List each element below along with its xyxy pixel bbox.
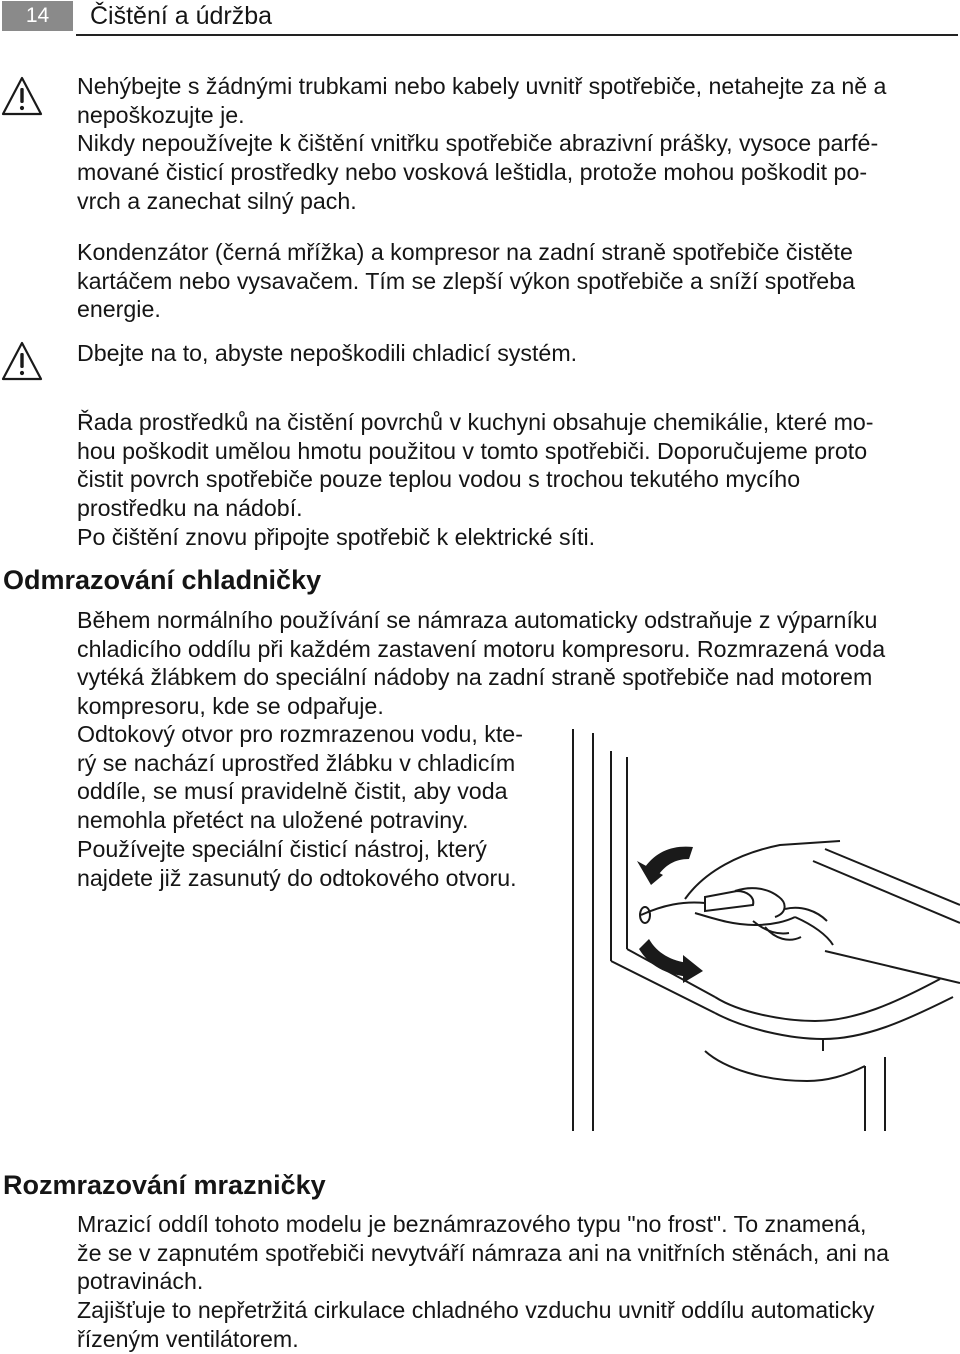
header-rule <box>76 34 958 36</box>
text-line: Během normálního používání se námraza automaticky odstraňuje z výparníku <box>77 607 878 633</box>
text-line: vrch a zanechat silný pach. <box>77 187 357 214</box>
text-line: Řada prostředků na čistění povrchů v kuchyni obsahuje chemikálie, které mo- <box>77 409 874 435</box>
warning-paragraph-pipes <box>77 72 886 216</box>
text-line: rý se nachází uprostřed žlábku v chladicím <box>77 749 516 776</box>
text-line: že se v zapnutém spotřebiči nevytváří námraza ani na vnitřních stěnách, ani na <box>77 1239 889 1266</box>
section-title: Čištění a údržba <box>90 2 273 30</box>
text-line: čistit povrch spotřebiče pouze teplou vodou s trochou tekutého mycího <box>77 466 801 493</box>
text-line: Nehýbejte s žádnými trubkami nebo kabely uvnitř spotřebiče, netahejte za ně a <box>77 73 887 99</box>
text-line: Kondenzátor (černá mřížka) a kompresor na zadní straně spotřebiče čistěte <box>77 239 853 265</box>
drain-cleaning-tool-illustration <box>565 721 960 1139</box>
text-line: řízeným ventilátorem. <box>77 1325 299 1352</box>
page-header <box>0 0 960 38</box>
fridge-defrost-paragraph <box>77 606 885 721</box>
text-line: Mrazicí oddíl tohoto modelu je beznámrazového typu "no frost". To znamená, <box>77 1211 867 1237</box>
text-line: Používejte speciální čisticí nástroj, který <box>77 835 487 862</box>
text-line: Odtokový otvor pro rozmrazenou vodu, kte- <box>77 721 523 747</box>
text-line: Zajišťuje to nepřetržitá cirkulace chladného vzduchu uvnitř oddílu automaticky <box>77 1297 875 1324</box>
cleaning-agents-paragraph <box>77 408 874 552</box>
warning-triangle-icon <box>0 75 44 117</box>
text-line: energie. <box>77 296 161 323</box>
text-line: Po čištění znovu připojte spotřebič k elektrické síti. <box>77 523 596 550</box>
drain-hole-paragraph <box>77 720 523 892</box>
condenser-paragraph <box>77 238 855 324</box>
text-line: oddíle, se musí pravidelně čistit, aby voda <box>77 778 508 805</box>
text-line: Nikdy nepoužívejte k čištění vnitřku spotřebiče abrazivní prášky, vysoce parfé- <box>77 130 879 157</box>
warning-paragraph-cooling <box>77 339 577 368</box>
text-line: nepoškozujte je. <box>77 101 245 128</box>
text-line: chladicího oddílu při každém zastavení motoru kompresoru. Rozmrazená voda <box>77 635 886 662</box>
text-line: Dbejte na to, abyste nepoškodili chladicí systém. <box>77 340 578 366</box>
text-line: kartáčem nebo vysavačem. Tím se zlepší výkon spotřebiče a sníží spotřeba <box>77 267 855 294</box>
text-line: nemohla přetéct na uložené potraviny. <box>77 807 469 834</box>
heading-freezer-defrost: Rozmrazování mrazničky <box>3 1170 326 1200</box>
page-number: 14 <box>2 1 73 31</box>
warning-triangle-icon <box>0 340 44 382</box>
text-line: hou poškodit umělou hmotu použitou v tomto spotřebiči. Doporučujeme proto <box>77 437 868 464</box>
heading-fridge-defrost: Odmrazování chladničky <box>3 565 322 595</box>
text-line: potravinách. <box>77 1268 204 1295</box>
text-line: vytéká žlábkem do speciální nádoby na zadní straně spotřebiče nad motorem <box>77 664 873 691</box>
text-line: mované čisticí prostředky nebo vosková leštidla, protože mohou poškodit po- <box>77 159 868 186</box>
freezer-defrost-paragraph <box>77 1210 889 1354</box>
text-line: kompresoru, kde se odpařuje. <box>77 693 384 720</box>
text-line: prostředku na nádobí. <box>77 495 303 522</box>
text-line: najdete již zasunutý do odtokového otvoru. <box>77 864 517 891</box>
